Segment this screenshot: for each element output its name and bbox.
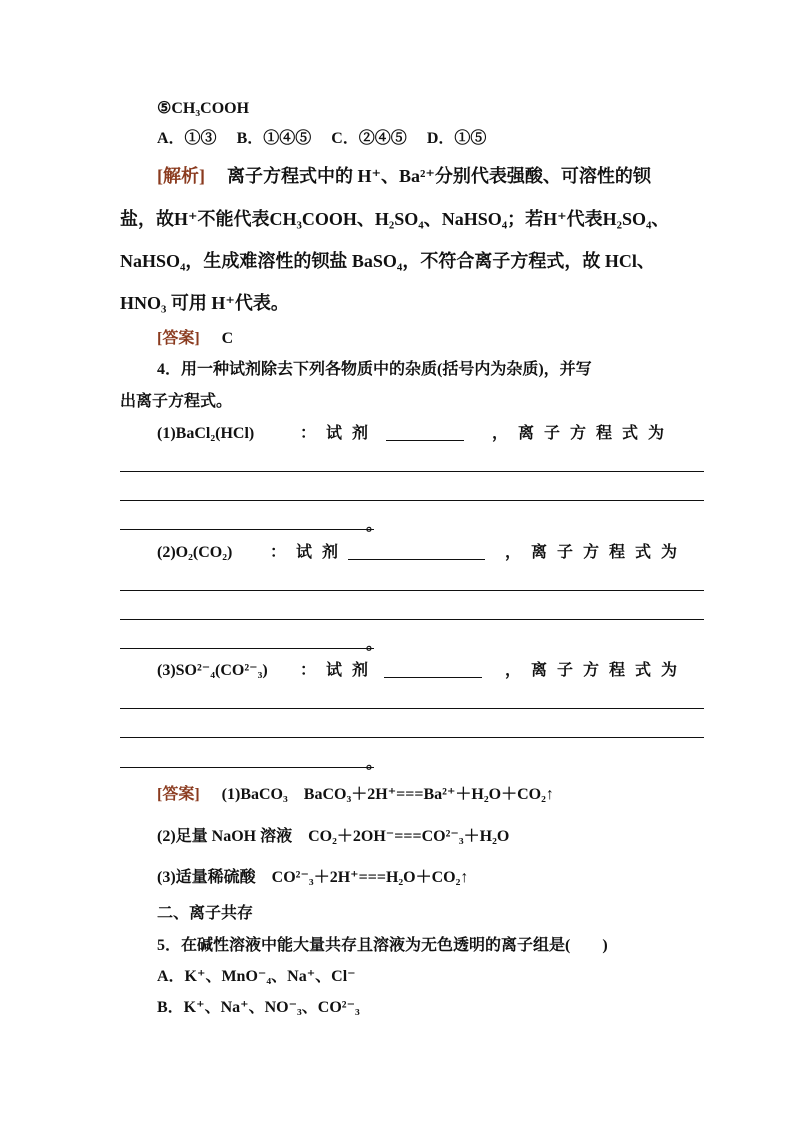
period: 。 <box>366 636 383 653</box>
q4-part-2-reagent-label: ：试剂 <box>270 544 349 561</box>
q4-answer-line-1: [答案] (1)BaCO₃ BaCO₃＋2H⁺===Ba²⁺＋H₂O＋CO₂↑ <box>157 786 554 803</box>
q3-analysis-line-4: HNO₃ 可用 H⁺代表。 <box>120 293 289 313</box>
answer-line[interactable] <box>120 708 704 709</box>
q3-choice-a: A．①③ <box>157 130 217 147</box>
analysis-tag: [解析] <box>157 166 205 186</box>
q5-option-a: A．K⁺、MnO⁻₄、Na⁺、Cl⁻ <box>157 968 356 985</box>
q4-stem-line-1: 4．用一种试剂除去下列各物质中的杂质(括号内为杂质)，并写 <box>157 361 592 378</box>
answer-line[interactable] <box>120 471 704 472</box>
q4-part-3-label: (3)SO²⁻₄(CO²⁻₃) <box>157 662 268 679</box>
q4-stem-line-2: 出离子方程式。 <box>120 393 233 410</box>
q4-part-1-reagent-label: ：试剂 <box>300 425 379 442</box>
q4-part-1-label: (1)BaCl₂(HCl) <box>157 425 255 442</box>
period: 。 <box>366 517 383 534</box>
q3-choice-b: B．①④⑤ <box>236 130 312 147</box>
section-heading: 二、离子共存 <box>157 905 254 922</box>
answer-line[interactable] <box>120 500 704 501</box>
answer-tag: [答案] <box>157 786 200 803</box>
q3-option-5: ⑤CH₃COOH <box>157 100 250 117</box>
q4-part-3-reagent-label: ：试剂 <box>300 662 379 679</box>
answer-line[interactable] <box>120 590 704 591</box>
answer-line[interactable] <box>120 737 704 738</box>
q4-part-3-equation-label: ，离子方程式为 <box>505 662 688 679</box>
q4-part-2-label: (2)O₂(CO₂) <box>157 544 233 561</box>
answer-line[interactable] <box>120 619 704 620</box>
answer-line[interactable] <box>120 648 374 649</box>
q4-answer-line-3: (3)适量稀硫酸 CO²⁻₃＋2H⁺===H₂O＋CO₂↑ <box>157 869 469 886</box>
q5-option-b: B．K⁺、Na⁺、NO⁻₃、CO²⁻₃ <box>157 999 360 1016</box>
q3-analysis-line-1: [解析] 离子方程式中的 H⁺、Ba²⁺分别代表强酸、可溶性的钡 <box>157 166 651 186</box>
q3-choices <box>157 128 502 150</box>
answer-line[interactable] <box>120 529 374 530</box>
q5-stem: 5．在碱性溶液中能大量共存且溶液为无色透明的离子组是( ) <box>157 937 608 954</box>
answer-line[interactable] <box>120 767 374 768</box>
answer-tag: [答案] <box>157 330 200 347</box>
q3-answer: [答案] C <box>157 330 234 347</box>
q3-choice-d: D．①⑤ <box>426 130 487 147</box>
q4-part-3-reagent-blank[interactable] <box>384 661 482 678</box>
q4-answer-line-2: (2)足量 NaOH 溶液 CO₂＋2OH⁻===CO²⁻₃＋H₂O <box>157 828 510 845</box>
q4-part-1-equation-label: ，离子方程式为 <box>492 425 675 442</box>
period: 。 <box>366 755 383 772</box>
q4-part-2-reagent-blank[interactable] <box>348 543 485 560</box>
q4-part-2-equation-label: ，离子方程式为 <box>505 544 688 561</box>
q3-choice-c: C．②④⑤ <box>331 130 407 147</box>
q3-analysis-line-2: 盐，故H⁺不能代表CH₃COOH、H₂SO₄、NaHSO₄；若H⁺代表H₂SO₄、 <box>120 209 670 229</box>
q4-part-1-reagent-blank[interactable] <box>386 424 464 441</box>
q3-analysis-line-3: NaHSO₄，生成难溶性的钡盐 BaSO₄，不符合离子方程式，故 HCl、 <box>120 251 655 271</box>
